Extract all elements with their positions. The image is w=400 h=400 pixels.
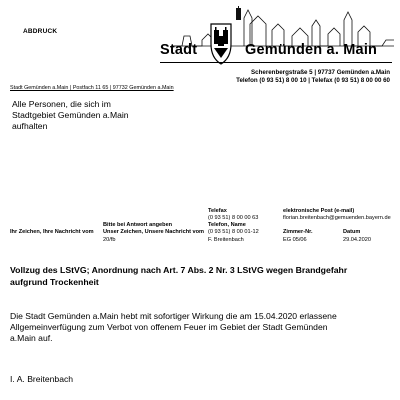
our-reference-hint: Bitte bei Antwort angeben [103, 222, 173, 228]
recipient-block [12, 99, 129, 132]
sender-address: Scherenbergstraße 5 | 97737 Gemünden a.Main [251, 69, 390, 76]
signature-line: I. A. Breitenbach [10, 374, 74, 384]
email-label: elektronische Post (e-mail) [283, 208, 355, 214]
our-reference-value: 20/fb [103, 237, 116, 243]
room-value: EG 05/06 [283, 237, 307, 243]
email-value: florian.breitenbach@gemuenden.bayern.de [283, 215, 391, 221]
letterhead-title-word: Stadt [160, 42, 198, 58]
letter-body [10, 311, 337, 344]
body-line: a.Main auf. [10, 333, 53, 343]
body-line: Allgemeinverfügung zum Verbot von offenem Feuer im Gebiet der Stadt Gemünden [10, 322, 328, 332]
recipient-line: aufhalten [12, 121, 48, 131]
our-reference-label: Unser Zeichen, Unsere Nachricht vom [103, 229, 205, 235]
city-coat-of-arms-icon [208, 22, 234, 66]
body-line: Die Stadt Gemünden a.Main hebt mit sofortiger Wirkung die am 15.04.2020 erlassene [10, 311, 337, 321]
phone-label: Telefon, Name [208, 222, 246, 228]
recipient-line: Stadtgebiet Gemünden a.Main [12, 110, 129, 120]
subject-line: aufgrund Trockenheit [10, 277, 99, 287]
letterhead-rule [160, 62, 392, 63]
phone-value: (0 93 51) 8 00 01-12 [208, 229, 259, 235]
date-label: Datum [343, 229, 361, 235]
your-reference-label: Ihr Zeichen, Ihre Nachricht vom [10, 229, 94, 235]
letterhead-city-name: Gemünden a. Main [245, 42, 378, 58]
recipient-line: Alle Personen, die sich im [12, 99, 111, 109]
contact-name: F. Breitenbach [208, 237, 244, 243]
subject-line: Vollzug des LStVG; Anordnung nach Art. 7 Abs. 2 Nr. 3 LStVG wegen Brandgefahr [10, 265, 348, 275]
letter-subject [10, 264, 347, 288]
fax-value: (0 93 51) 8 00 00 63 [208, 215, 259, 221]
date-value: 29.04.2020 [343, 237, 371, 243]
sender-contact: Telefon (0 93 51) 8 00 10 | Telefax (0 93 51) 8 00 00 60 [236, 77, 390, 84]
copy-mark: ABDRUCK [23, 28, 58, 35]
room-label: Zimmer-Nr. [283, 229, 313, 235]
fax-label: Telefax [208, 208, 227, 214]
return-address: Stadt Gemünden a.Main | Postfach 11 65 | 97732 Gemünden a.Main [10, 85, 174, 91]
